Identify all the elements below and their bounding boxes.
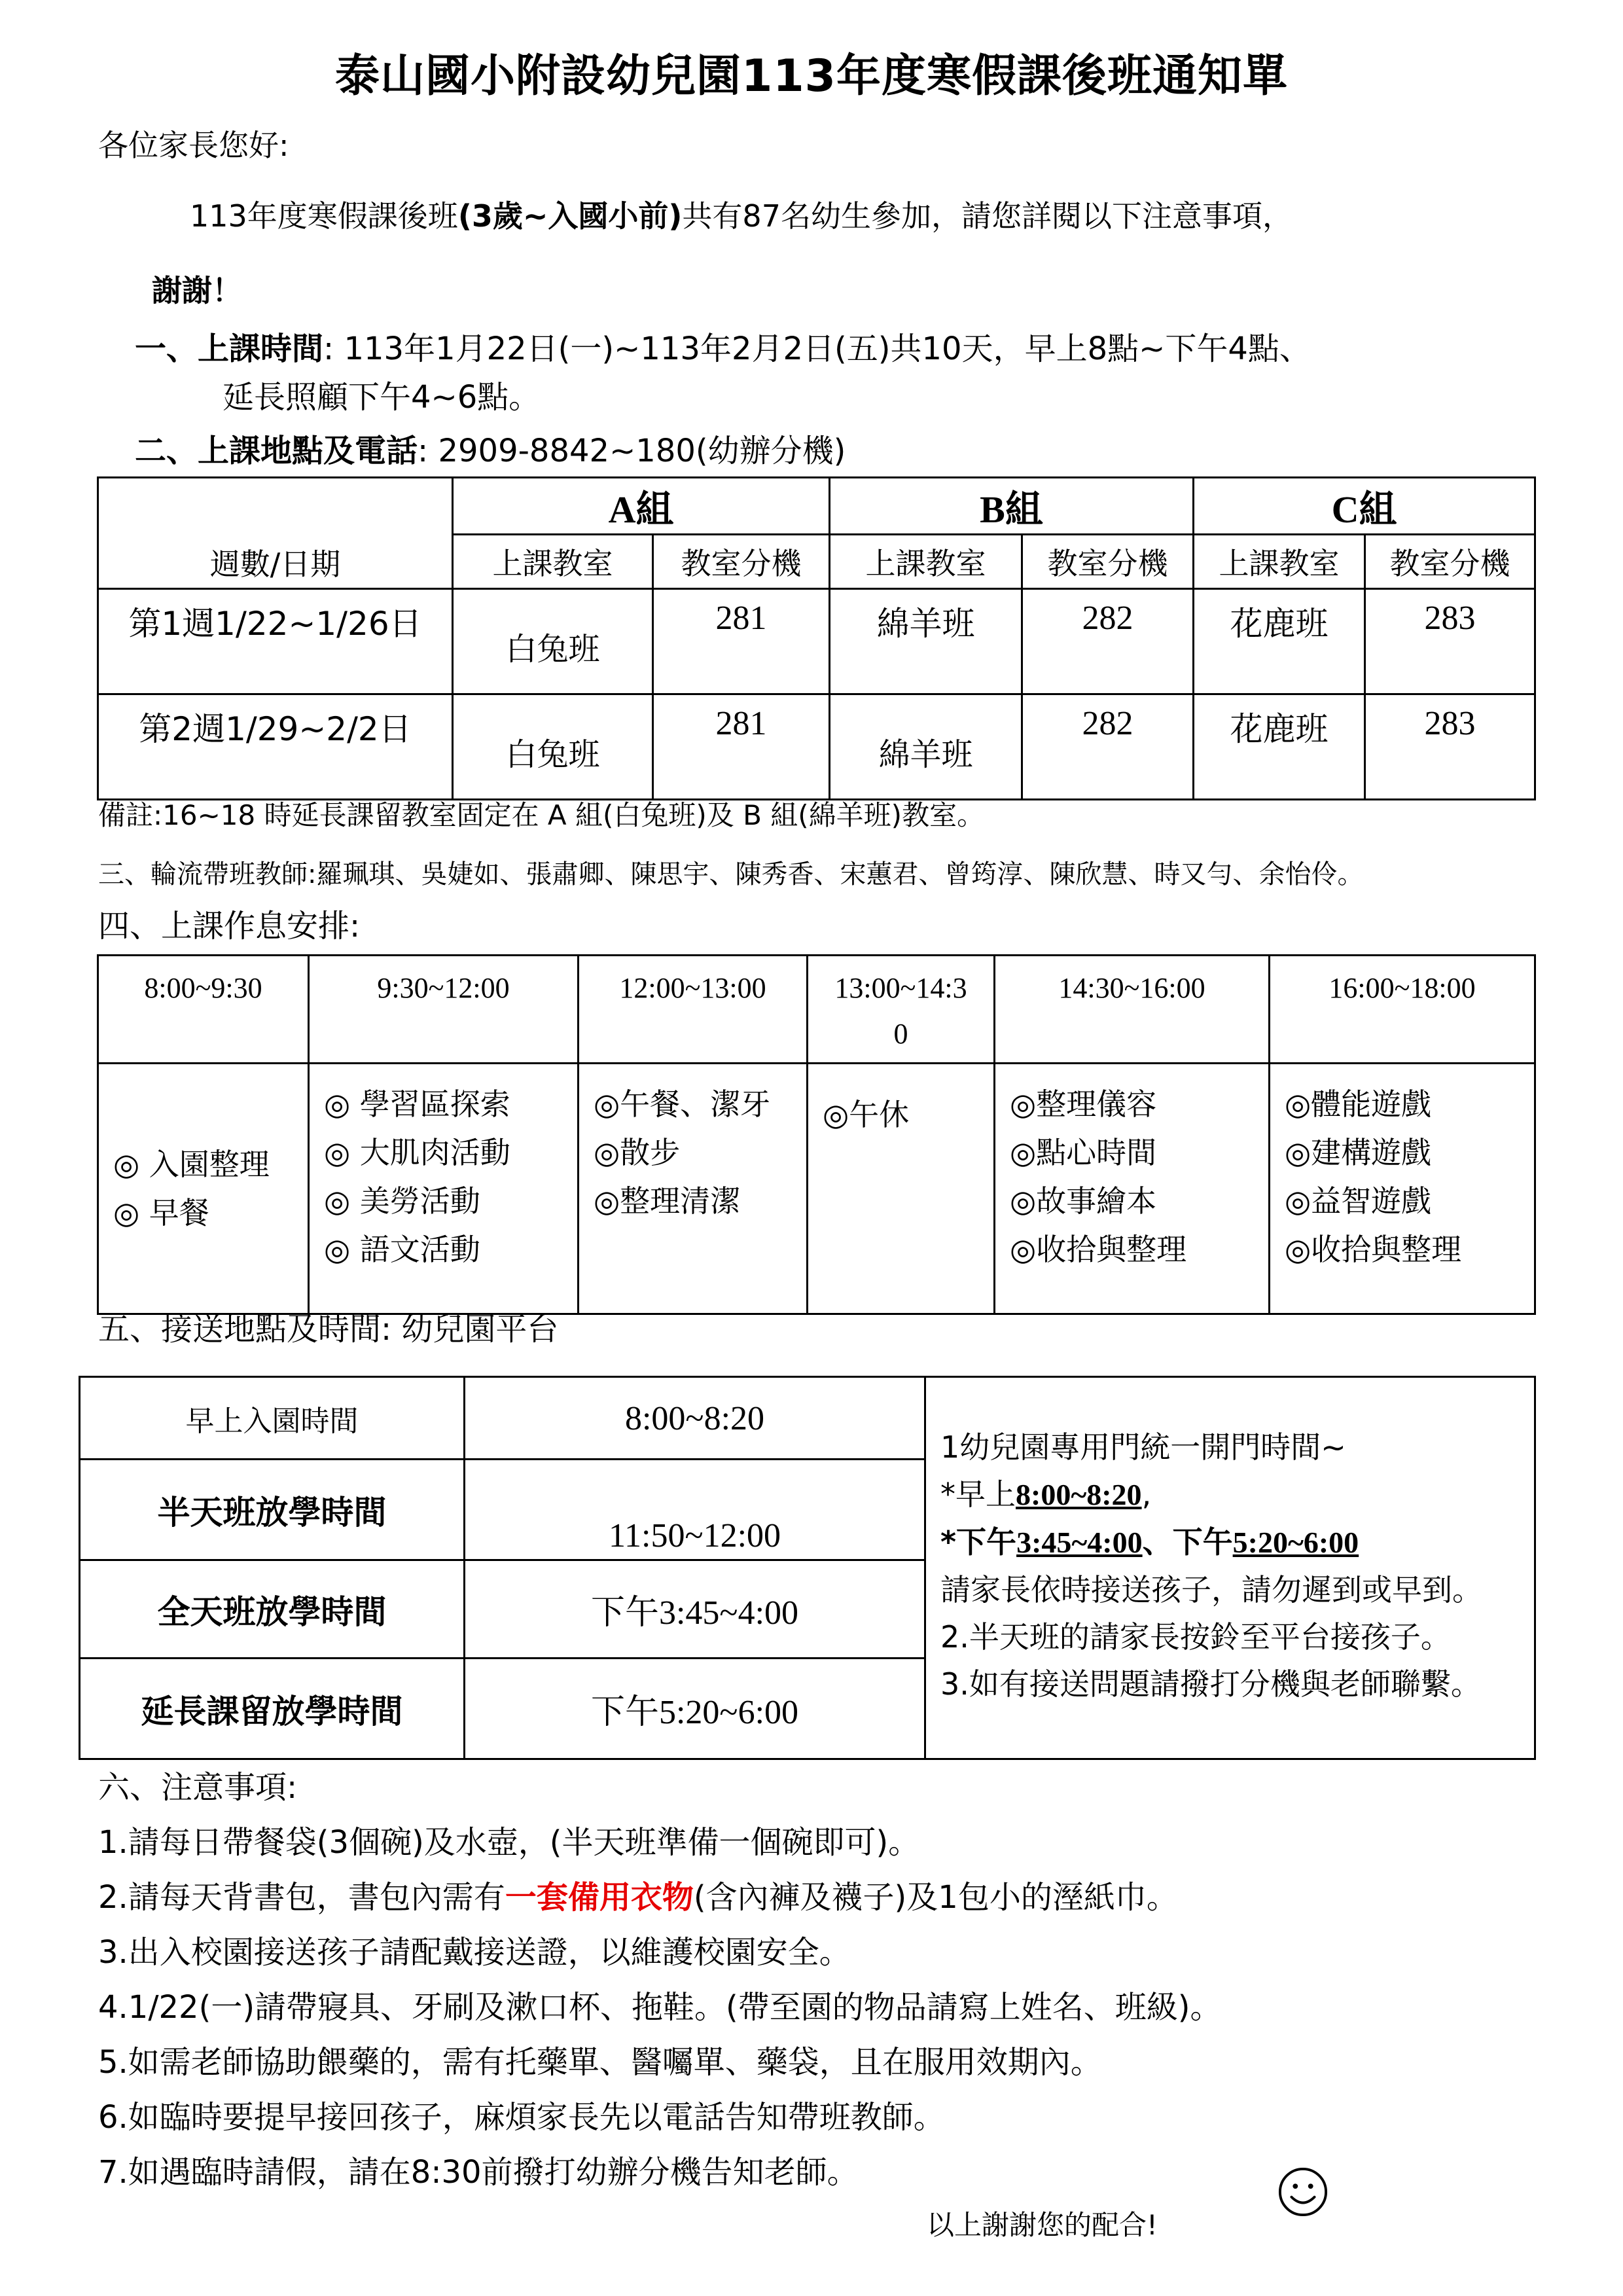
table-row (98, 589, 1535, 694)
section-3-teachers: 三、輪流帶班教師:羅珮琪、吳婕如、張肅卿、陳思宇、陳秀香、宋蕙君、曾筠淳、陳欣慧、時又勻、余怡伶。 (98, 859, 1364, 889)
list-item: ◎午休 (823, 1097, 910, 1132)
gate-note-doorbell: 2.半天班的請家長按鈴至平台接孩子。 (940, 1619, 1451, 1655)
room-cell: 花鹿班 (1194, 694, 1365, 800)
arrival-time-value: 8:00~8:20 (465, 1377, 925, 1460)
section-4-schedule: 四、上課作息安排: (98, 908, 361, 944)
note-item-7: 7.如遇臨時請假，請在8:30前撥打幼辦分機告知老師。 (98, 2154, 859, 2191)
time-slot: 12:00~13:00 (579, 956, 808, 1064)
list-item: ◎收拾與整理 (1285, 1232, 1462, 1267)
full-day-label: 全天班放學時間 (80, 1560, 465, 1659)
room-cell: 花鹿班 (1194, 589, 1365, 694)
c-ext-header: 教室分機 (1365, 535, 1535, 589)
intro-line-2: 謝謝！ (152, 273, 242, 308)
note-item-5: 5.如需老師協助餵藥的，需有托藥單、醫囑單、藥袋，且在服用效期內。 (98, 2044, 1102, 2081)
activity-cell (995, 1064, 1270, 1314)
list-item: ◎整理儀容 (1010, 1086, 1157, 1122)
list-item: ◎ 大肌肉活動 (324, 1135, 510, 1170)
c-room-header: 上課教室 (1194, 535, 1365, 589)
ext-cell: 283 (1365, 589, 1535, 694)
activity-cell (309, 1064, 579, 1314)
list-item: ◎收拾與整理 (1010, 1232, 1187, 1267)
time-slot: 13:00~14:3 0 (808, 956, 995, 1064)
ext-cell: 281 (653, 694, 830, 800)
group-b-header: B組 (830, 478, 1194, 535)
gate-notes (925, 1377, 1535, 1759)
room-cell: 白兔班 (453, 694, 653, 800)
classroom-extension-table (97, 476, 1536, 800)
list-item: ◎ 語文活動 (324, 1232, 480, 1267)
room-cell: 白兔班 (453, 589, 653, 694)
week-date-header: 週數/日期 (98, 478, 453, 589)
list-item: ◎ 美勞活動 (324, 1183, 480, 1219)
half-day-time: 11:50~12:00 (465, 1460, 925, 1560)
section-5-pickup: 五、接送地點及時間: 幼兒園平台 (98, 1311, 559, 1348)
list-item: ◎散步 (594, 1135, 681, 1170)
ext-cell: 282 (1022, 589, 1194, 694)
gate-note-1: 1幼兒園專用門統一開門時間~ (940, 1429, 1346, 1465)
section-1-class-time: 一、上課時間: 113年1月22日(一)~113年2月2日(五)共10天，早上8點~下午4點、 (135, 331, 1311, 367)
list-item: ◎ 早餐 (113, 1195, 209, 1230)
list-item: ◎整理清潔 (594, 1183, 741, 1219)
list-item: ◎建構遊戲 (1285, 1135, 1432, 1170)
list-item: ◎ 入園整理 (113, 1147, 270, 1182)
list-item: ◎體能遊戲 (1285, 1086, 1432, 1122)
pickup-time-table (79, 1376, 1536, 1760)
list-item: ◎點心時間 (1010, 1135, 1157, 1170)
half-day-label: 半天班放學時間 (80, 1460, 465, 1560)
closing-thanks: 以上謝謝您的配合! (927, 2209, 1158, 2241)
page-title: 泰山國小附設幼兒園113年度寒假課後班通知單 (335, 50, 1288, 102)
section-2-location: 二、上課地點及電話: 2909-8842~180(幼辦分機) (135, 433, 846, 469)
week-cell: 第1週1/22~1/26日 (98, 589, 453, 694)
time-slot: 8:00~9:30 (98, 956, 309, 1064)
note-item-6: 6.如臨時要提早接回孩子，麻煩家長先以電話告知帶班教師。 (98, 2099, 945, 2136)
intro-line-1: 113年度寒假課後班(3歲~入國小前)共有87名幼生參加，請您詳閱以下注意事項， (190, 198, 1293, 234)
list-item: ◎益智遊戲 (1285, 1183, 1432, 1219)
extended-care-label: 延長課留放學時間 (80, 1659, 465, 1759)
smiley-face-icon (1277, 2166, 1329, 2217)
section-1-extended-care: 延長照顧下午4~6點。 (223, 379, 541, 416)
a-ext-header: 教室分機 (653, 535, 830, 589)
b-room-header: 上課教室 (830, 535, 1022, 589)
activity-cell (1270, 1064, 1535, 1314)
activity-cell (579, 1064, 808, 1314)
section-6-notes: 六、注意事項: (98, 1769, 298, 1806)
gate-note-afternoon: *下午3:45~4:00、下午5:20~6:00 (940, 1524, 1359, 1560)
a-room-header: 上課教室 (453, 535, 653, 589)
extended-care-time: 下午5:20~6:00 (465, 1659, 925, 1759)
group-a-header: A組 (453, 478, 830, 535)
gate-note-morning: *早上8:00~8:20, (940, 1477, 1152, 1512)
group-c-header: C組 (1194, 478, 1535, 535)
room-cell: 綿羊班 (830, 694, 1022, 800)
room-cell: 綿羊班 (830, 589, 1022, 694)
note-item-3: 3.出入校園接送孩子請配戴接送證，以維護校園安全。 (98, 1934, 851, 1971)
gate-note-contact: 3.如有接送問題請撥打分機與老師聯繫。 (940, 1666, 1481, 1702)
note-item-4: 4.1/22(一)請帶寢具、牙刷及漱口杯、拖鞋。(帶至園的物品請寫上姓名、班級)。 (98, 1989, 1222, 2026)
week-cell: 第2週1/29~2/2日 (98, 694, 453, 800)
activity-cell (808, 1064, 995, 1314)
ext-cell: 282 (1022, 694, 1194, 800)
ext-cell: 283 (1365, 694, 1535, 800)
arrival-time-label: 早上入園時間 (80, 1377, 465, 1460)
time-slot: 16:00~18:00 (1270, 956, 1535, 1064)
activity-cell (98, 1064, 309, 1314)
time-slot: 14:30~16:00 (995, 956, 1270, 1064)
daily-schedule-table (97, 954, 1536, 1315)
note-item-1: 1.請每日帶餐袋(3個碗)及水壺，(半天班準備一個碗即可)。 (98, 1824, 920, 1861)
table-row (98, 694, 1535, 800)
classroom-note: 備註:16~18 時延長課留教室固定在 A 組(白兔班)及 B 組(綿羊班)教室。 (98, 799, 985, 831)
b-ext-header: 教室分機 (1022, 535, 1194, 589)
list-item: ◎故事繪本 (1010, 1183, 1157, 1219)
full-day-time: 下午3:45~4:00 (465, 1560, 925, 1659)
ext-cell: 281 (653, 589, 830, 694)
list-item: ◎午餐、潔牙 (594, 1086, 771, 1122)
gate-note-on-time: 請家長依時接送孩子，請勿遲到或早到。 (940, 1572, 1482, 1607)
note-item-2: 2.請每天背書包，書包內需有一套備用衣物(含內褲及襪子)及1包小的溼紙巾。 (98, 1879, 1178, 1916)
list-item: ◎ 學習區探索 (324, 1086, 510, 1122)
time-slot: 9:30~12:00 (309, 956, 579, 1064)
greeting: 各位家長您好: (98, 128, 289, 163)
